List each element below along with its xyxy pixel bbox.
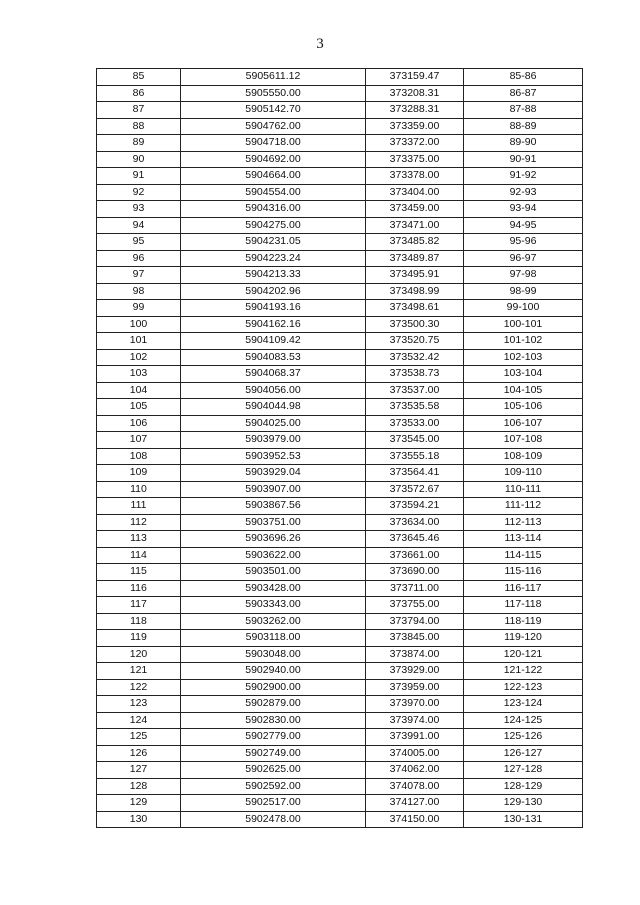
- point-number-cell: 115: [97, 564, 181, 581]
- table-row: [97, 102, 583, 119]
- y-coordinate-cell: 373661.00: [366, 547, 464, 564]
- y-coordinate-cell: 373485.82: [366, 234, 464, 251]
- point-number-cell: 97: [97, 267, 181, 284]
- y-coordinate-cell: 374078.00: [366, 778, 464, 795]
- segment-cell: 94-95: [464, 217, 583, 234]
- y-coordinate-cell: 373645.46: [366, 531, 464, 548]
- table-row: [97, 778, 583, 795]
- point-number-cell: 128: [97, 778, 181, 795]
- table-row: [97, 613, 583, 630]
- x-coordinate-cell: 5902749.00: [181, 745, 366, 762]
- x-coordinate-cell: 5902625.00: [181, 762, 366, 779]
- y-coordinate-cell: 373404.00: [366, 184, 464, 201]
- x-coordinate-cell: 5902879.00: [181, 696, 366, 713]
- table-row: [97, 399, 583, 416]
- point-number-cell: 114: [97, 547, 181, 564]
- table-row: [97, 663, 583, 680]
- x-coordinate-cell: 5903696.26: [181, 531, 366, 548]
- y-coordinate-cell: 374127.00: [366, 795, 464, 812]
- point-number-cell: 92: [97, 184, 181, 201]
- y-coordinate-cell: 373555.18: [366, 448, 464, 465]
- segment-cell: 91-92: [464, 168, 583, 185]
- segment-cell: 127-128: [464, 762, 583, 779]
- y-coordinate-cell: 373520.75: [366, 333, 464, 350]
- segment-cell: 123-124: [464, 696, 583, 713]
- x-coordinate-cell: 5902779.00: [181, 729, 366, 746]
- page-number: 3: [316, 36, 324, 52]
- x-coordinate-cell: 5904554.00: [181, 184, 366, 201]
- x-coordinate-cell: 5905142.70: [181, 102, 366, 119]
- x-coordinate-cell: 5904692.00: [181, 151, 366, 168]
- point-number-cell: 121: [97, 663, 181, 680]
- x-coordinate-cell: 5904083.53: [181, 349, 366, 366]
- segment-cell: 90-91: [464, 151, 583, 168]
- x-coordinate-cell: 5904202.96: [181, 283, 366, 300]
- point-number-cell: 117: [97, 597, 181, 614]
- x-coordinate-cell: 5904162.16: [181, 316, 366, 333]
- segment-cell: 89-90: [464, 135, 583, 152]
- x-coordinate-cell: 5904193.16: [181, 300, 366, 317]
- y-coordinate-cell: 373564.41: [366, 465, 464, 482]
- point-number-cell: 123: [97, 696, 181, 713]
- x-coordinate-cell: 5902830.00: [181, 712, 366, 729]
- point-number-cell: 85: [97, 69, 181, 86]
- table-row: [97, 646, 583, 663]
- segment-cell: 108-109: [464, 448, 583, 465]
- segment-cell: 117-118: [464, 597, 583, 614]
- y-coordinate-cell: 373959.00: [366, 679, 464, 696]
- x-coordinate-cell: 5902478.00: [181, 811, 366, 828]
- table-row: [97, 333, 583, 350]
- x-coordinate-cell: 5903622.00: [181, 547, 366, 564]
- table-row: [97, 135, 583, 152]
- x-coordinate-cell: 5903907.00: [181, 481, 366, 498]
- table-row: [97, 432, 583, 449]
- table-row: [97, 448, 583, 465]
- table-row: [97, 283, 583, 300]
- y-coordinate-cell: 373874.00: [366, 646, 464, 663]
- table-row: [97, 531, 583, 548]
- segment-cell: 98-99: [464, 283, 583, 300]
- point-number-cell: 130: [97, 811, 181, 828]
- table-row: [97, 118, 583, 135]
- x-coordinate-cell: 5903979.00: [181, 432, 366, 449]
- y-coordinate-cell: 373794.00: [366, 613, 464, 630]
- segment-cell: 104-105: [464, 382, 583, 399]
- segment-cell: 114-115: [464, 547, 583, 564]
- point-number-cell: 96: [97, 250, 181, 267]
- segment-cell: 113-114: [464, 531, 583, 548]
- point-number-cell: 129: [97, 795, 181, 812]
- segment-cell: 128-129: [464, 778, 583, 795]
- y-coordinate-cell: 374005.00: [366, 745, 464, 762]
- y-coordinate-cell: 373208.31: [366, 85, 464, 102]
- segment-cell: 119-120: [464, 630, 583, 647]
- y-coordinate-cell: 374150.00: [366, 811, 464, 828]
- segment-cell: 130-131: [464, 811, 583, 828]
- segment-cell: 121-122: [464, 663, 583, 680]
- point-number-cell: 102: [97, 349, 181, 366]
- point-number-cell: 101: [97, 333, 181, 350]
- point-number-cell: 120: [97, 646, 181, 663]
- segment-cell: 106-107: [464, 415, 583, 432]
- segment-cell: 101-102: [464, 333, 583, 350]
- table-row: [97, 679, 583, 696]
- point-number-cell: 100: [97, 316, 181, 333]
- table-row: [97, 69, 583, 86]
- segment-cell: 99-100: [464, 300, 583, 317]
- segment-cell: 93-94: [464, 201, 583, 218]
- y-coordinate-cell: 373991.00: [366, 729, 464, 746]
- table-row: [97, 811, 583, 828]
- y-coordinate-cell: 373372.00: [366, 135, 464, 152]
- segment-cell: 86-87: [464, 85, 583, 102]
- table-row: [97, 168, 583, 185]
- segment-cell: 109-110: [464, 465, 583, 482]
- table-row: [97, 580, 583, 597]
- x-coordinate-cell: 5903952.53: [181, 448, 366, 465]
- x-coordinate-cell: 5904109.42: [181, 333, 366, 350]
- table-row: [97, 234, 583, 251]
- table-row: [97, 481, 583, 498]
- y-coordinate-cell: 373489.87: [366, 250, 464, 267]
- point-number-cell: 119: [97, 630, 181, 647]
- x-coordinate-cell: 5903262.00: [181, 613, 366, 630]
- y-coordinate-cell: 373974.00: [366, 712, 464, 729]
- point-number-cell: 95: [97, 234, 181, 251]
- y-coordinate-cell: 373845.00: [366, 630, 464, 647]
- segment-cell: 126-127: [464, 745, 583, 762]
- y-coordinate-cell: 373159.47: [366, 69, 464, 86]
- x-coordinate-cell: 5902517.00: [181, 795, 366, 812]
- x-coordinate-cell: 5903343.00: [181, 597, 366, 614]
- point-number-cell: 109: [97, 465, 181, 482]
- segment-cell: 118-119: [464, 613, 583, 630]
- point-number-cell: 93: [97, 201, 181, 218]
- point-number-cell: 98: [97, 283, 181, 300]
- point-number-cell: 106: [97, 415, 181, 432]
- y-coordinate-cell: 373533.00: [366, 415, 464, 432]
- point-number-cell: 86: [97, 85, 181, 102]
- point-number-cell: 105: [97, 399, 181, 416]
- y-coordinate-cell: 373500.30: [366, 316, 464, 333]
- point-number-cell: 99: [97, 300, 181, 317]
- segment-cell: 120-121: [464, 646, 583, 663]
- point-number-cell: 116: [97, 580, 181, 597]
- point-number-cell: 107: [97, 432, 181, 449]
- point-number-cell: 124: [97, 712, 181, 729]
- x-coordinate-cell: 5904213.33: [181, 267, 366, 284]
- table-row: [97, 696, 583, 713]
- x-coordinate-cell: 5903501.00: [181, 564, 366, 581]
- segment-cell: 103-104: [464, 366, 583, 383]
- segment-cell: 116-117: [464, 580, 583, 597]
- point-number-cell: 118: [97, 613, 181, 630]
- point-number-cell: 125: [97, 729, 181, 746]
- x-coordinate-cell: 5904025.00: [181, 415, 366, 432]
- x-coordinate-cell: 5903118.00: [181, 630, 366, 647]
- y-coordinate-cell: 373471.00: [366, 217, 464, 234]
- y-coordinate-cell: 373359.00: [366, 118, 464, 135]
- coordinates-table: [96, 68, 583, 828]
- segment-cell: 112-113: [464, 514, 583, 531]
- table-row: [97, 729, 583, 746]
- table-row: [97, 745, 583, 762]
- x-coordinate-cell: 5903751.00: [181, 514, 366, 531]
- point-number-cell: 89: [97, 135, 181, 152]
- table-row: [97, 300, 583, 317]
- x-coordinate-cell: 5904056.00: [181, 382, 366, 399]
- x-coordinate-cell: 5904068.37: [181, 366, 366, 383]
- segment-cell: 105-106: [464, 399, 583, 416]
- point-number-cell: 103: [97, 366, 181, 383]
- point-number-cell: 122: [97, 679, 181, 696]
- x-coordinate-cell: 5905550.00: [181, 85, 366, 102]
- table-row: [97, 712, 583, 729]
- segment-cell: 96-97: [464, 250, 583, 267]
- point-number-cell: 88: [97, 118, 181, 135]
- x-coordinate-cell: 5902900.00: [181, 679, 366, 696]
- y-coordinate-cell: 373378.00: [366, 168, 464, 185]
- table-row: [97, 349, 583, 366]
- point-number-cell: 87: [97, 102, 181, 119]
- y-coordinate-cell: 373495.91: [366, 267, 464, 284]
- table-row: [97, 514, 583, 531]
- y-coordinate-cell: 373929.00: [366, 663, 464, 680]
- x-coordinate-cell: 5904718.00: [181, 135, 366, 152]
- x-coordinate-cell: 5902940.00: [181, 663, 366, 680]
- segment-cell: 111-112: [464, 498, 583, 515]
- y-coordinate-cell: 373538.73: [366, 366, 464, 383]
- y-coordinate-cell: 373755.00: [366, 597, 464, 614]
- x-coordinate-cell: 5904316.00: [181, 201, 366, 218]
- x-coordinate-cell: 5902592.00: [181, 778, 366, 795]
- y-coordinate-cell: 373970.00: [366, 696, 464, 713]
- x-coordinate-cell: 5905611.12: [181, 69, 366, 86]
- table-row: [97, 547, 583, 564]
- table-row: [97, 85, 583, 102]
- table-row: [97, 795, 583, 812]
- y-coordinate-cell: 373545.00: [366, 432, 464, 449]
- point-number-cell: 113: [97, 531, 181, 548]
- table-row: [97, 465, 583, 482]
- x-coordinate-cell: 5903929.04: [181, 465, 366, 482]
- x-coordinate-cell: 5903048.00: [181, 646, 366, 663]
- y-coordinate-cell: 373459.00: [366, 201, 464, 218]
- table-row: [97, 630, 583, 647]
- x-coordinate-cell: 5904223.24: [181, 250, 366, 267]
- table-row: [97, 382, 583, 399]
- y-coordinate-cell: 373375.00: [366, 151, 464, 168]
- x-coordinate-cell: 5903867.56: [181, 498, 366, 515]
- segment-cell: 107-108: [464, 432, 583, 449]
- point-number-cell: 111: [97, 498, 181, 515]
- y-coordinate-cell: 373288.31: [366, 102, 464, 119]
- table-row: [97, 184, 583, 201]
- segment-cell: 110-111: [464, 481, 583, 498]
- coordinates-table-body: [97, 69, 583, 828]
- x-coordinate-cell: 5904231.05: [181, 234, 366, 251]
- segment-cell: 85-86: [464, 69, 583, 86]
- table-row: [97, 564, 583, 581]
- table-row: [97, 250, 583, 267]
- y-coordinate-cell: 373537.00: [366, 382, 464, 399]
- point-number-cell: 91: [97, 168, 181, 185]
- segment-cell: 87-88: [464, 102, 583, 119]
- x-coordinate-cell: 5904664.00: [181, 168, 366, 185]
- y-coordinate-cell: 373690.00: [366, 564, 464, 581]
- point-number-cell: 126: [97, 745, 181, 762]
- table-row: [97, 201, 583, 218]
- y-coordinate-cell: 374062.00: [366, 762, 464, 779]
- table-row: [97, 762, 583, 779]
- table-row: [97, 217, 583, 234]
- x-coordinate-cell: 5904762.00: [181, 118, 366, 135]
- segment-cell: 125-126: [464, 729, 583, 746]
- segment-cell: 95-96: [464, 234, 583, 251]
- table-row: [97, 316, 583, 333]
- segment-cell: 122-123: [464, 679, 583, 696]
- point-number-cell: 90: [97, 151, 181, 168]
- y-coordinate-cell: 373634.00: [366, 514, 464, 531]
- segment-cell: 92-93: [464, 184, 583, 201]
- table-row: [97, 597, 583, 614]
- x-coordinate-cell: 5903428.00: [181, 580, 366, 597]
- table-row: [97, 498, 583, 515]
- table-row: [97, 267, 583, 284]
- y-coordinate-cell: 373535.58: [366, 399, 464, 416]
- segment-cell: 102-103: [464, 349, 583, 366]
- point-number-cell: 110: [97, 481, 181, 498]
- point-number-cell: 127: [97, 762, 181, 779]
- table-row: [97, 415, 583, 432]
- y-coordinate-cell: 373594.21: [366, 498, 464, 515]
- segment-cell: 88-89: [464, 118, 583, 135]
- y-coordinate-cell: 373572.67: [366, 481, 464, 498]
- segment-cell: 124-125: [464, 712, 583, 729]
- y-coordinate-cell: 373532.42: [366, 349, 464, 366]
- segment-cell: 100-101: [464, 316, 583, 333]
- point-number-cell: 112: [97, 514, 181, 531]
- segment-cell: 129-130: [464, 795, 583, 812]
- x-coordinate-cell: 5904044.98: [181, 399, 366, 416]
- y-coordinate-cell: 373498.99: [366, 283, 464, 300]
- y-coordinate-cell: 373711.00: [366, 580, 464, 597]
- table-row: [97, 366, 583, 383]
- segment-cell: 97-98: [464, 267, 583, 284]
- table-row: [97, 151, 583, 168]
- point-number-cell: 94: [97, 217, 181, 234]
- point-number-cell: 104: [97, 382, 181, 399]
- segment-cell: 115-116: [464, 564, 583, 581]
- y-coordinate-cell: 373498.61: [366, 300, 464, 317]
- point-number-cell: 108: [97, 448, 181, 465]
- x-coordinate-cell: 5904275.00: [181, 217, 366, 234]
